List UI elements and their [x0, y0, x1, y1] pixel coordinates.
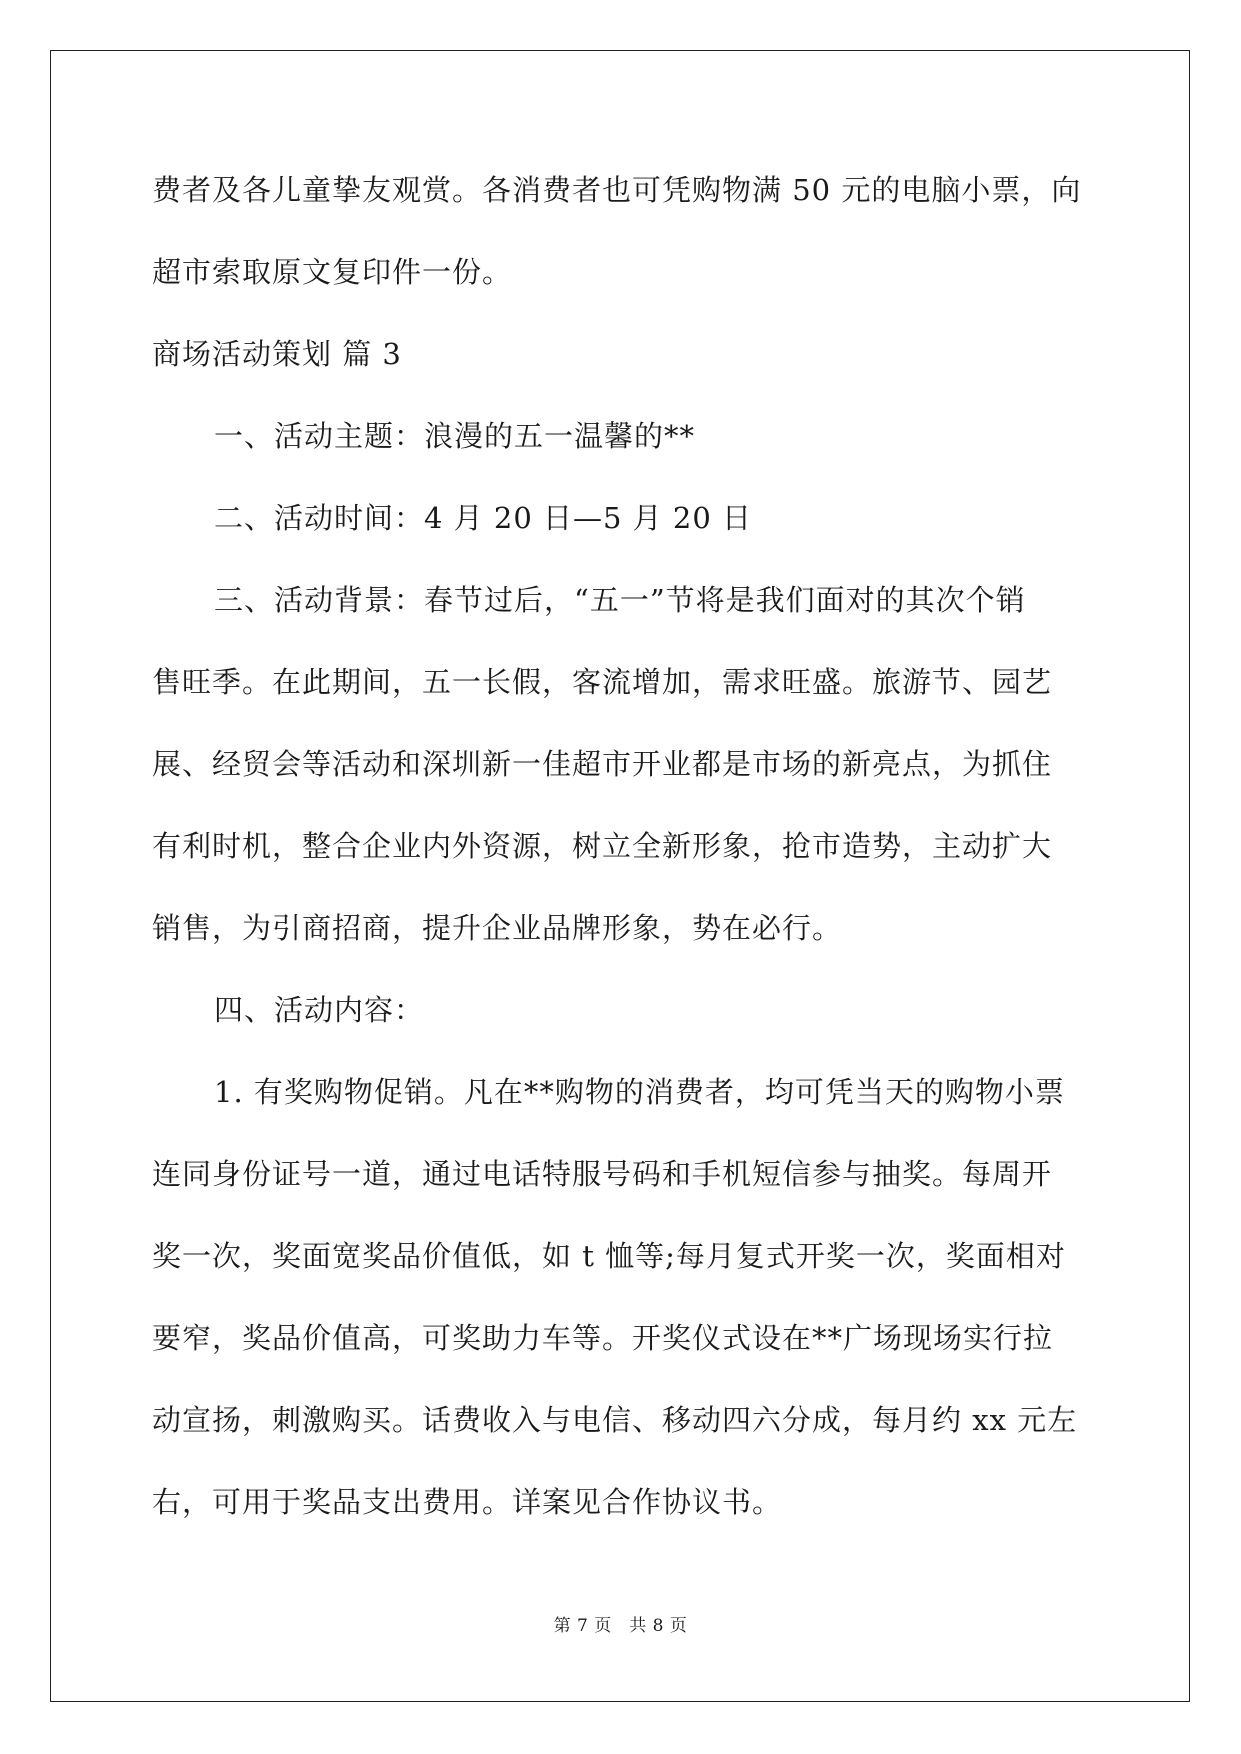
body-text-line: 超市索取原文复印件一份。 — [152, 255, 513, 289]
body-text-line: 销售，为引商招商，提升企业品牌形象，势在必行。 — [152, 911, 843, 945]
body-text-line: 要窄，奖品价值高，可奖助力车等。开奖仪式设在**广场现场实行拉 — [152, 1321, 1054, 1355]
body-text-line: 展、经贸会等活动和深圳新一佳超市开业都是市场的新亮点，为抓住 — [152, 747, 1053, 781]
body-text-line: 动宣扬，刺激购买。话费收入与电信、移动四六分成，每月约 xx 元左 — [152, 1403, 1078, 1437]
body-text-line: 奖一次，奖面宽奖品价值低，如 t 恤等;每月复式开奖一次，奖面相对 — [152, 1239, 1066, 1273]
page-number-footer: 第 7 页 共 8 页 — [553, 1616, 688, 1636]
body-text-line: 四、活动内容： — [214, 993, 425, 1027]
page-frame — [50, 50, 1190, 1702]
body-text-line: 一、活动主题：浪漫的五一温馨的** — [214, 419, 696, 453]
body-text-line: 有利时机，整合企业内外资源，树立全新形象，抢市造势，主动扩大 — [152, 829, 1053, 863]
body-text-line: 三、活动背景：春节过后，“五一”节将是我们面对的其次个销 — [214, 583, 1026, 617]
body-text-line: 右，可用于奖品支出费用。详案见合作协议书。 — [152, 1485, 783, 1519]
body-text-line: 费者及各儿童挚友观赏。各消费者也可凭购物满 50 元的电脑小票，向 — [152, 173, 1082, 207]
section-heading: 商场活动策划 篇 3 — [152, 337, 402, 371]
body-text-line: 二、活动时间：4 月 20 日—5 月 20 日 — [214, 501, 753, 535]
body-text-line: 售旺季。在此期间，五一长假，客流增加，需求旺盛。旅游节、园艺 — [152, 665, 1053, 699]
body-text-line: 连同身份证号一道，通过电话特服号码和手机短信参与抽奖。每周开 — [152, 1157, 1053, 1191]
body-text-line: 1. 有奖购物促销。凡在**购物的消费者，均可凭当天的购物小票 — [214, 1075, 1065, 1109]
